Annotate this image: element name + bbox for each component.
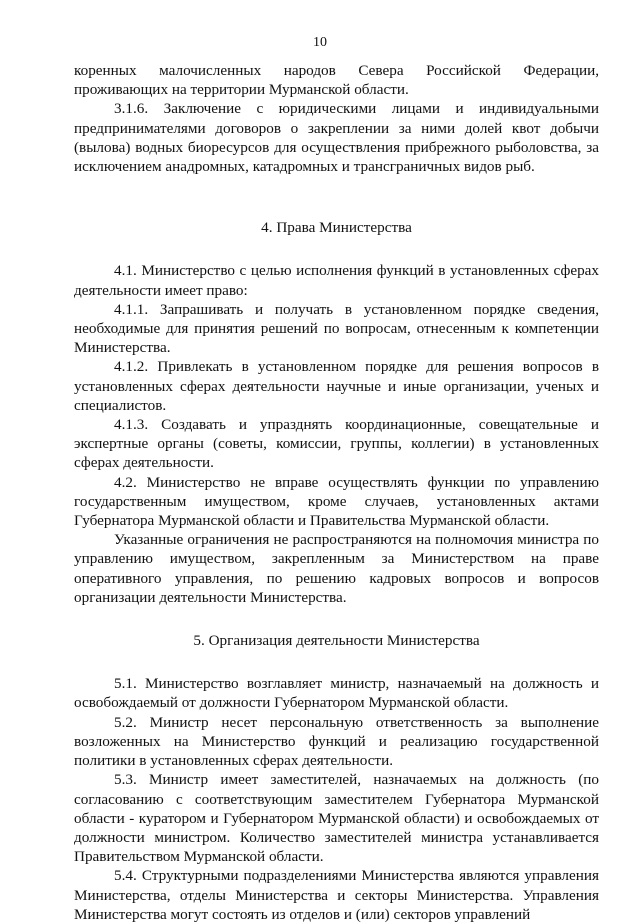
section-4-heading: 4. Права Министерства	[261, 219, 412, 237]
paragraph-limitations: Указанные ограничения не распространяются на полномочия министра по управлению имуществом, закрепленным за Министерством на праве оперативного управления, по решению кадровых вопросов и вопросов организации деятельности Министерства.	[74, 531, 599, 606]
page-number: 10	[313, 35, 327, 50]
paragraph-4-1: 4.1. Министерство с целью исполнения функций в установленных сферах деятельности имеет право:	[74, 262, 599, 299]
paragraph-4-1-2: 4.1.2. Привлекать в установленном порядке для решения вопросов в установленных сферах деятельности научные и иные организации, ученых и специалистов.	[74, 358, 599, 414]
paragraph-5-4: 5.4. Структурными подразделениями Министерства являются управления Министерства, отделы Министерства и секторы Министерства. Управления Министерства могут состоять из отделов и (или) секторов управлений	[74, 867, 599, 923]
paragraph-3-1-6: 3.1.6. Заключение с юридическими лицами и индивидуальными предпринимателями договоров о закреплении за ними долей квот добычи (вылова) водных биоресурсов для осуществления прибрежного рыболовства, за исключением анадромных, катадромных и трансграничных видов рыб.	[74, 100, 599, 176]
paragraph-continuation: коренных малочисленных народов Севера Российской Федерации, проживающих на территории Мурманской области.	[74, 62, 599, 99]
paragraph-4-1-1: 4.1.1. Запрашивать и получать в установленном порядке сведения, необходимые для принятия решений по вопросам, отнесенным к компетенции Министерства.	[74, 300, 599, 357]
paragraph-5-3: 5.3. Министр имеет заместителей, назначаемых на должность (по согласованию с соответствующим заместителем Губернатора Мурманской области - куратором и Губернатором Мурманской области) и освобождаемых от должности министром. Количество заместителей министра устанавливается Правительством Мурманской области.	[74, 771, 599, 866]
section-5-heading: 5. Организация деятельности Министерства	[193, 632, 480, 650]
paragraph-5-1: 5.1. Министерство возглавляет министр, назначаемый на должность и освобождаемый от должности Губернатором Мурманской области.	[74, 675, 599, 712]
paragraph-4-2: 4.2. Министерство не вправе осуществлять функции по управлению государственным имуществом, кроме случаев, установленных актами Губернатора Мурманской области и Правительства Мурманской области.	[74, 473, 599, 530]
paragraph-4-1-3: 4.1.3. Создавать и упразднять координационные, совещательные и экспертные органы (советы, комиссии, группы, коллегии) в установленных сферах деятельности.	[74, 416, 599, 472]
document-body	[74, 61, 599, 924]
paragraph-5-2: 5.2. Министр несет персональную ответственность за выполнение возложенных на Министерство функций и реализацию государственной политики в установленных сферах деятельности.	[74, 713, 599, 770]
